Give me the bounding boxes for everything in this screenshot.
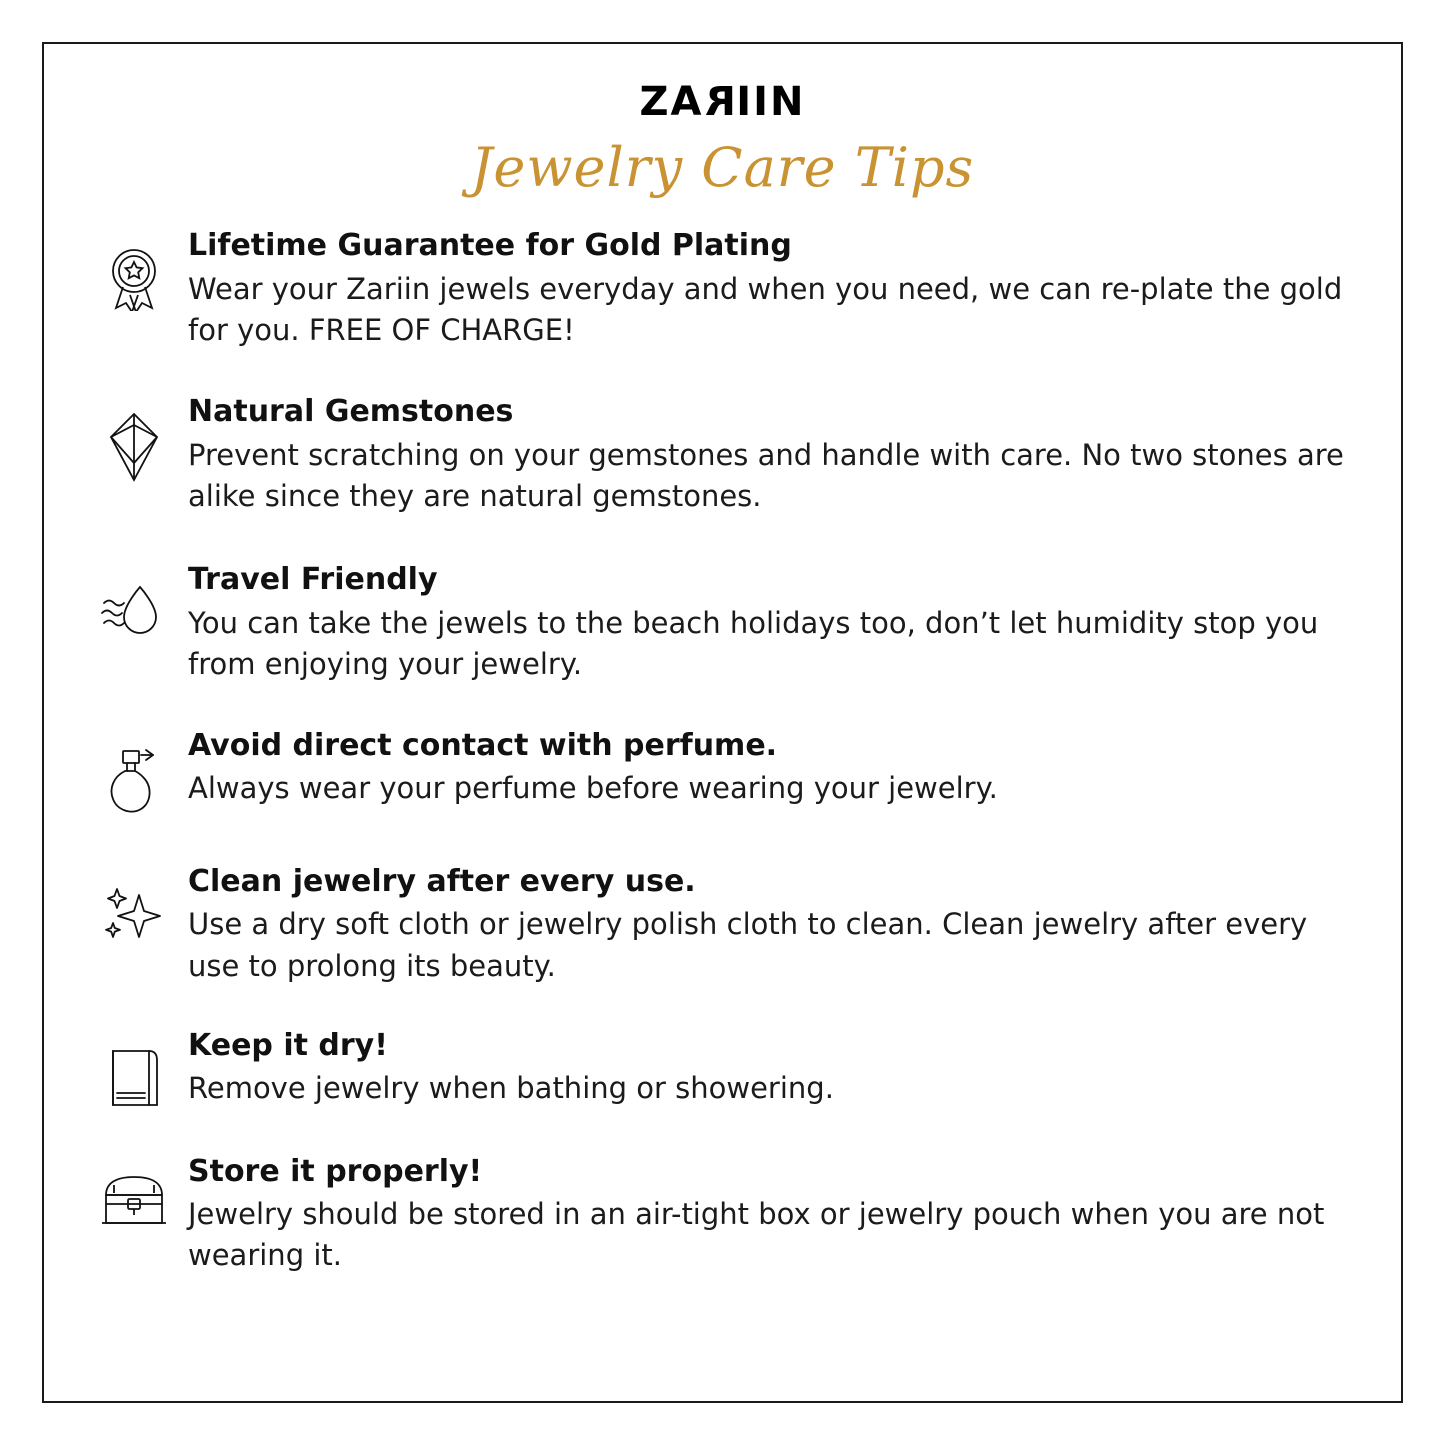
tip-title: Lifetime Guarantee for Gold Plating [188, 228, 792, 264]
tip-text: Jewelry should be stored in an air-tight box or jewelry pouch when you are not wearing it. [188, 1197, 1325, 1273]
brand-logo-part-c: IIN [736, 79, 806, 125]
tip-text: Prevent scratching on your gemstones and handle with care. No two stones are alike since they are natural gemstones. [188, 437, 1344, 513]
tip-text: Wear your Zariin jewels everyday and when you need, we can re-plate the gold for you. FREE OF CHARGE! [188, 271, 1343, 348]
tip-title: Travel Friendly [188, 562, 438, 598]
list-item [80, 227, 1363, 351]
tips-list [44, 227, 1401, 1276]
water-drop-waves-icon [80, 561, 188, 641]
tip-title: Store it properly! [188, 1153, 483, 1189]
brand-logo-part-b: R [703, 79, 737, 125]
list-item-body [188, 393, 1363, 517]
towel-icon [80, 1027, 188, 1111]
award-badge-icon [80, 227, 188, 311]
list-item [80, 727, 1363, 819]
list-item [80, 561, 1363, 685]
gemstone-icon [80, 393, 188, 483]
tip-text: You can take the jewels to the beach holidays too, don’t let humidity stop you from enjoying your jewelry. [188, 605, 1319, 681]
list-item-body [188, 863, 1363, 987]
list-item [80, 1027, 1363, 1111]
list-item [80, 393, 1363, 517]
list-item-body [188, 561, 1363, 685]
list-item [80, 863, 1363, 987]
brand-logo-part-a: ZA [639, 79, 704, 125]
tip-title: Clean jewelry after every use. [188, 863, 696, 899]
jewelry-box-icon [80, 1153, 188, 1231]
list-item-body [188, 227, 1363, 351]
tip-title: Avoid direct contact with perfume. [188, 727, 778, 763]
tip-title: Natural Gemstones [188, 394, 514, 430]
tip-text: Remove jewelry when bathing or showering. [188, 1071, 834, 1106]
tip-title: Keep it dry! [188, 1027, 388, 1063]
brand-logo [44, 79, 1401, 125]
list-item-body [188, 1153, 1363, 1277]
list-item [80, 1153, 1363, 1277]
tip-text: Use a dry soft cloth or jewelry polish cloth to clean. Clean jewelry after every use to prolong its beauty. [188, 907, 1308, 983]
sparkle-icon [80, 863, 188, 947]
perfume-bottle-icon [80, 727, 188, 819]
page-title: Jewelry Care Tips [470, 136, 975, 199]
list-item-body [188, 727, 1363, 810]
list-item-body [188, 1027, 1363, 1110]
care-tips-card [42, 42, 1403, 1403]
tip-text: Always wear your perfume before wearing your jewelry. [188, 771, 998, 806]
